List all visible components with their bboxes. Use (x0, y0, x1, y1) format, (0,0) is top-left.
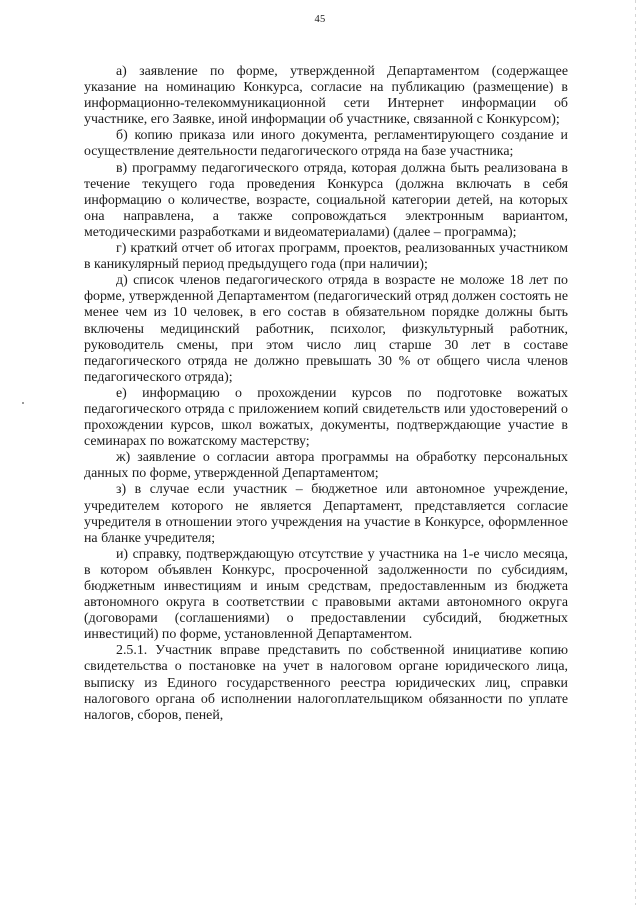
scan-speck (22, 402, 24, 404)
document-body (84, 64, 568, 724)
paragraph-z: з) в случае если участник – бюджетное или автономное учреждение, учредителем которого не является Департамент, представляется согласие учредителя в отношении этого учреждения на участие в Конкурсе, оформленное на бланке учредителя; (84, 482, 568, 546)
paragraph-g: г) краткий отчет об итогах программ, проектов, реализованных участником в каникулярный период предыдущего года (при наличии); (84, 241, 568, 273)
paragraph-a: а) заявление по форме, утвержденной Департаментом (содержащее указание на номинацию Конкурса, согласие на публикацию (размещение) в информационно-телекоммуникационной сети Интернет информации об участнике, его Заявке, иной информации об участнике, связанной с Конкурсом); (84, 64, 568, 128)
paragraph-2-5-1: 2.5.1. Участник вправе представить по собственной инициативе копию свидетельства о постановке на учет в налоговом органе юридического лица, выписку из Единого государственного реестра юридических лиц, справки налогового органа об исполнении налогоплательщиком обязанности по уплате налогов, сборов, пеней, (84, 643, 568, 723)
paragraph-zh: ж) заявление о согласии автора программы на обработку персональных данных по форме, утвержденной Департаментом; (84, 450, 568, 482)
paragraph-v: в) программу педагогического отряда, которая должна быть реализована в течение текущего года проведения Конкурса (должна включать в себя информацию о количестве, возрасте, социальной категории детей, на которых она направлена, а также сопровождаться электронным вариантом, методическими разработками и видеоматериалами) (далее – программа); (84, 160, 568, 240)
page-number: 45 (314, 14, 326, 25)
scan-edge (635, 0, 636, 905)
paragraph-i: и) справку, подтверждающую отсутствие у участника на 1-е число месяца, в котором объявлен Конкурс, просроченной задолженности по субсидиям, бюджетным инвестициям и иным средствам, предоставленным из бюджета автономного округа в соответствии с правовыми актами автономного округа (договорами (соглашениями) о предоставлении субсидий, бюджетных инвестиций) по форме, установленной Департаментом. (84, 546, 568, 643)
paragraph-d: д) список членов педагогического отряда в возрасте не моложе 18 лет по форме, утвержденной Департаментом (педагогический отряд должен состоять не менее чем из 10 человек, в его состав в обязательном порядке должны быть включены медицинский работник, психолог, физкультурный работник, руководитель смены, при этом число лиц старше 30 лет в составе педагогического отряда не должно превышать 30 % от общего числа членов педагогического отряда); (84, 273, 568, 385)
paragraph-b: б) копию приказа или иного документа, регламентирующего создание и осуществление деятельности педагогического отряда на базе участника; (84, 128, 568, 160)
paragraph-e: е) информацию о прохождении курсов по подготовке вожатых педагогического отряда с приложением копий свидетельств или удостоверений о прохождении курсов, школ вожатых, документы, подтверждающие участие в семинарах по вожатскому мастерству; (84, 385, 568, 450)
